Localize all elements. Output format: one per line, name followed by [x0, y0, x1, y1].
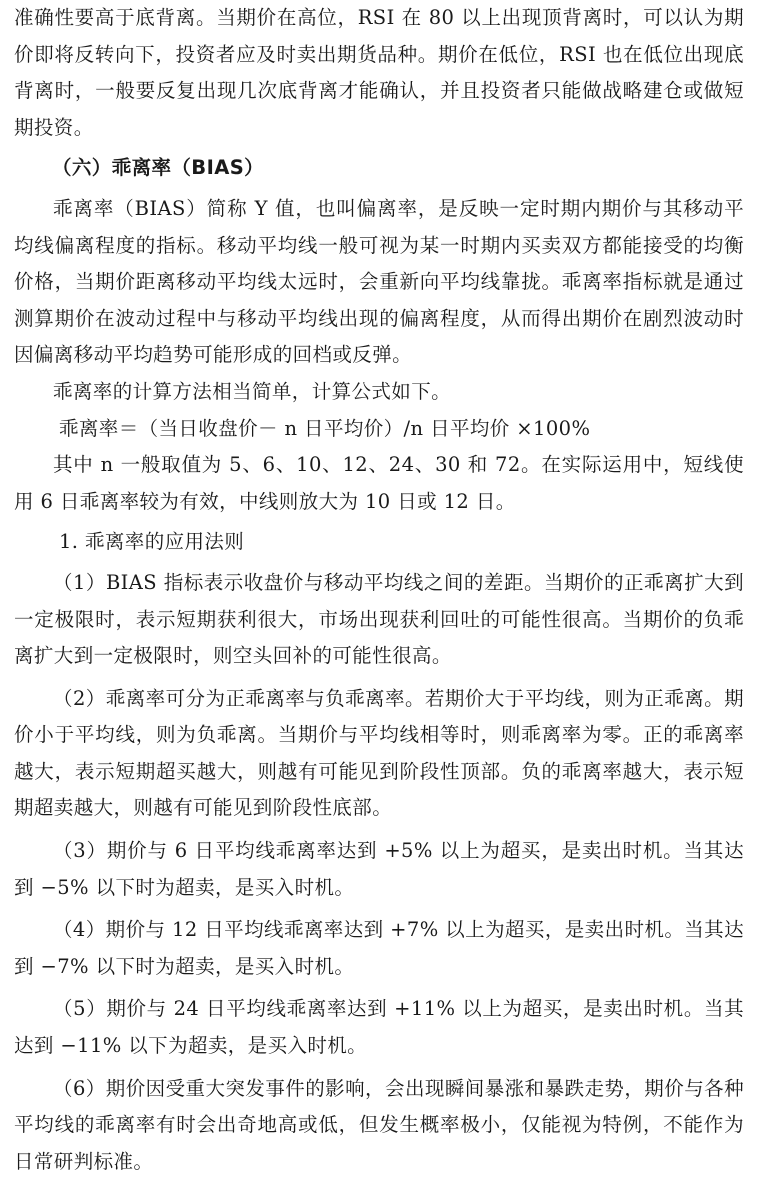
section-heading-bias: （六）乖离率（BIAS） [52, 156, 265, 180]
subheading-application-rules: 1. 乖离率的应用法则 [59, 530, 245, 554]
rule-item-1: （1）BIAS 指标表示收盘价与移动平均线之间的差距。当期价的正乖离扩大到一定极限时，表示短期获利很大，市场出现获利回吐的可能性很高。当期价的负乖离扩大到一定极限时，则空头回补的可能性很高。 [14, 570, 744, 668]
rule-item-3: （3）期价与 6 日平均线乖离率达到 +5% 以上为超买，是卖出时机。当其达到 −5% 以下时为超卖，是买入时机。 [14, 839, 744, 899]
paragraph-n-values: 其中 n 一般取值为 5、6、10、12、24、30 和 72。在实际运用中，短线使用 6 日乖离率较为有效，中线则放大为 10 日或 12 日。 [14, 453, 744, 513]
rule-item-5: （5）期价与 24 日平均线乖离率达到 +11% 以上为超买，是卖出时机。当其达到 −11% 以下为超卖，是买入时机。 [14, 997, 744, 1058]
formula-bias: 乖离率＝（当日收盘价－ n 日平均价）/n 日平均价 ×100% [59, 416, 591, 440]
paragraph-rsi-divergence: 准确性要高于底背离。当期价在高位，RSI 在 80 以上出现顶背离时，可以认为期价即将反转向下，投资者应及时卖出期货品种。期价在低位，RSI 也在低位出现底背离时，一般要反复出现几次底背离才能确认，并且投资者只能做战略建仓或做短期投资。 [14, 6, 744, 139]
rule-item-6: （6）期价因受重大突发事件的影响，会出现瞬间暴涨和暴跌走势，期价与各种平均线的乖离率有时会出奇地高或低，但发生概率极小，仅能视为特例，不能作为日常研判标准。 [14, 1076, 744, 1173]
paragraph-calc-intro: 乖离率的计算方法相当简单，计算公式如下。 [53, 379, 452, 403]
rule-item-2: （2）乖离率可分为正乖离率与负乖离率。若期价大于平均线，则为正乖离。期价小于平均线，则为负乖离。当期价与平均线相等时，则乖离率为零。正的乖离率越大，表示短期超买越大，则越有可能见到阶段性顶部。负的乖离率越大，表示短期超卖越大，则越有可能见到阶段性底部。 [14, 686, 744, 820]
rule-item-4: （4）期价与 12 日平均线乖离率达到 +7% 以上为超买，是卖出时机。当其达到 −7% 以下时为超卖，是买入时机。 [14, 918, 744, 978]
paragraph-bias-definition: 乖离率（BIAS）简称 Y 值，也叫偏离率，是反映一定时期内期价与其移动平均线偏离程度的指标。移动平均线一般可视为某一时期内买卖双方都能接受的均衡价格，当期价距离移动平均线太远时，会重新向平均线靠拢。乖离率指标就是通过测算期价在波动过程中与移动平均线出现的偏离程度，从而得出期价在剧烈波动时因偏离移动平均趋势可能形成的回档或反弹。 [14, 196, 744, 367]
